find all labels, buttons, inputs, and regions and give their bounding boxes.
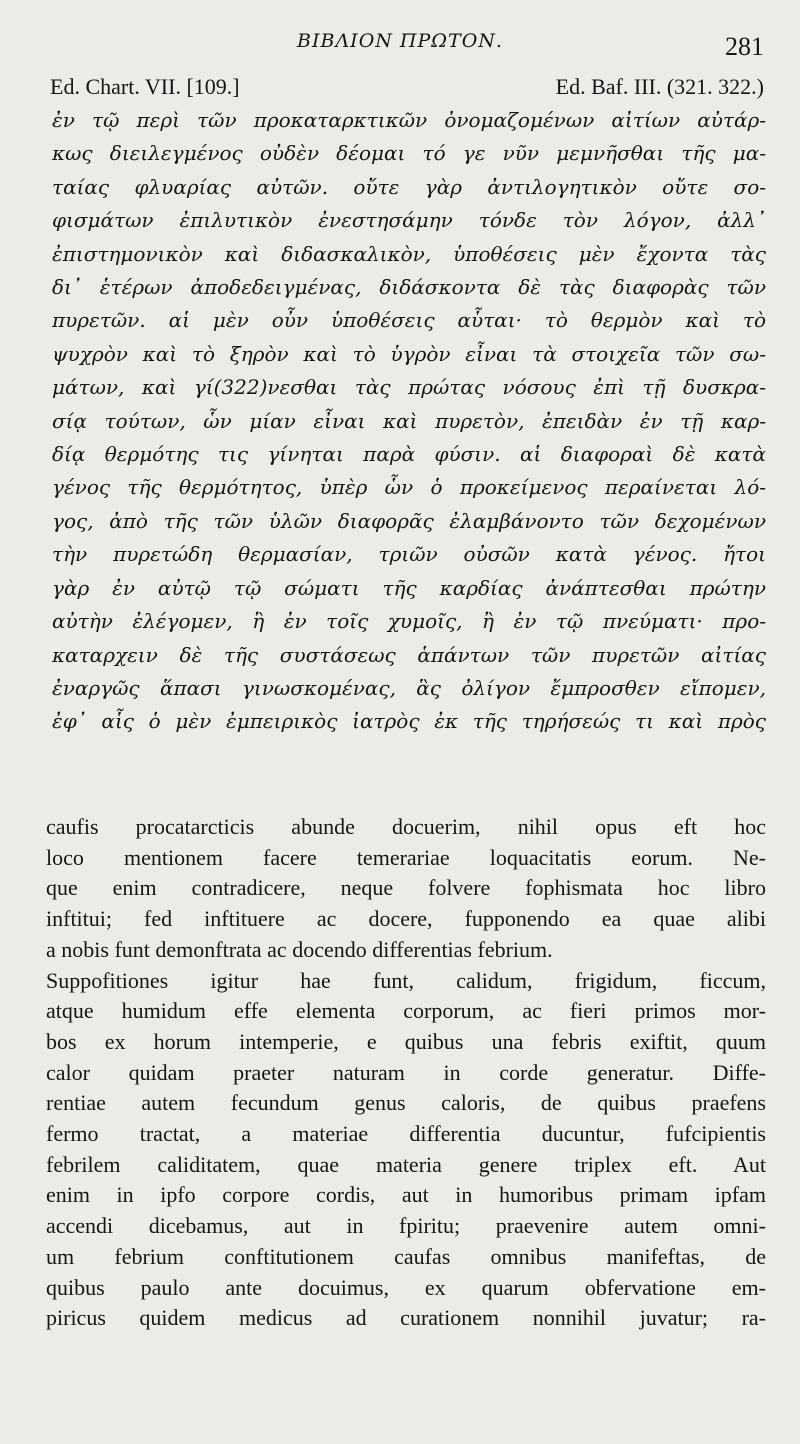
latin-line: quibus paulo ante docuimus, ex quarum obfervatione em- <box>46 1274 766 1300</box>
greek-line: ἐναργῶς ἅπασι γινωσκομένας, ἃς ὀλίγον ἔμπροσθεν εἴπομεν, <box>52 675 766 700</box>
latin-line: loco mentionem facere temerariae loquacitatis eorum. Ne- <box>46 844 766 870</box>
greek-line: ἐπιστημονικὸν καὶ διδασκαλικὸν, ὑποθέσεις μὲν ἔχοντα τὰς <box>52 241 766 266</box>
running-title: ΒΙΒΛΙΟΝ ΠΡΩΤΟΝ. <box>297 30 503 52</box>
latin-line: accendi dicebamus, aut in fpiritu; praevenire autem omni- <box>46 1213 766 1239</box>
greek-line: γὰρ ἐν αὐτῷ τῷ σώματι τῆς καρδίας ἀνάπτεσθαι πρώτην <box>52 575 766 600</box>
greek-line: ψυχρὸν καὶ τὸ ξηρὸν καὶ τὸ ὑγρὸν εἶναι τὰ στοιχεῖα τῶν σω- <box>52 341 766 366</box>
latin-line: Suppofitiones igitur hae funt, calidum, frigidum, ficcum, <box>46 967 766 993</box>
greek-line: αὐτὴν ἐλέγομεν, ἢ ἐν τοῖς χυμοῖς, ἢ ἐν τῷ πνεύματι· προ- <box>52 609 766 634</box>
edition-reference-basel: Ed. Baf. III. (321. 322.) <box>555 74 764 99</box>
edition-reference-chartier: Ed. Chart. VII. [109.] <box>50 74 240 99</box>
latin-line: caufis procatarcticis abunde docuerim, nihil opus eft hoc <box>46 814 766 839</box>
greek-line: σίᾳ τούτων, ὧν μίαν εἶναι καὶ πυρετὸν, ἐπειδὰν ἐν τῇ καρ- <box>52 408 766 433</box>
greek-line: φισμάτων ἐπιλυτικὸν ἐνεστησάμην τόνδε τὸν λόγον, ἀλλ᾽ <box>52 208 766 233</box>
latin-line: fermo tractat, a materiae differentia ducuntur, fufcipientis <box>46 1121 766 1147</box>
latin-line: um febrium conftitutionem caufas omnibus manifeftas, de <box>46 1243 766 1269</box>
greek-line: ἐν τῷ περὶ τῶν προκαταρκτικῶν ὀνομαζομένων αἰτίων αὐτάρ- <box>52 108 766 132</box>
greek-line: δίᾳ θερμότης τις γίνηται παρὰ φύσιν. αἱ διαφοραὶ δὲ κατὰ <box>52 442 766 467</box>
greek-line: ταίας φλυαρίας αὐτῶν. οὔτε γὰρ ἀντιλογητικὸν οὔτε σο- <box>52 174 766 199</box>
latin-line: calor quidam praeter naturam in corde generatur. Diffe- <box>46 1059 766 1085</box>
greek-line: καταρχειν δὲ τῆς συστάσεως ἁπάντων τῶν πυρετῶν αἰτίας <box>52 642 766 667</box>
latin-line: inftitui; fed inftituere ac docere, fupponendo ea quae alibi <box>46 906 766 932</box>
latin-line: que enim contradicere, neque folvere fophismata hoc libro <box>46 875 766 901</box>
latin-line: bos ex horum intemperie, e quibus una febris exiftit, quum <box>46 1028 766 1054</box>
greek-line: γος, ἀπὸ τῆς τῶν ὑλῶν διαφορᾶς ἐλαμβάνοντο τῶν δεχομένων <box>52 508 766 533</box>
greek-line: δι᾽ ἑτέρων ἀποδεδειγμένας, διδάσκοντα δὲ τὰς διαφορὰς τῶν <box>52 275 766 300</box>
greek-line: γένος τῆς θερμότητος, ὑπὲρ ὧν ὁ προκείμενος περαίνεται λό- <box>52 475 766 500</box>
latin-line: rentiae autem fecundum genus caloris, de quibus praefens <box>46 1090 766 1116</box>
latin-line: a nobis funt demonftrata ac docendo differentias febrium. <box>46 936 553 962</box>
greek-line: μάτων, καὶ γί(322)νεσθαι τὰς πρώτας νόσους ἐπὶ τῇ δυσκρα- <box>52 375 766 400</box>
latin-line: atque humidum effe elementa corporum, ac fieri primos mor- <box>46 998 766 1024</box>
greek-line: κως διειλεγμένος οὐδὲν δέομαι τό γε νῦν μεμνῆσθαι τῆς μα- <box>52 141 766 166</box>
greek-line: τὴν πυρετώδη θερμασίαν, τριῶν οὐσῶν κατὰ γένος. ἤτοι <box>52 542 766 567</box>
page-number: 281 <box>725 32 764 61</box>
greek-line: ἐφ᾽ αἷς ὁ μὲν ἐμπειρικὸς ἰατρὸς ἐκ τῆς τηρήσεώς τι καὶ πρὸς <box>52 709 766 734</box>
latin-line: enim in ipfo corpore cordis, aut in humoribus primam ipfam <box>46 1182 766 1208</box>
latin-line: febrilem caliditatem, quae materia genere triplex eft. Aut <box>46 1151 766 1177</box>
latin-text-block <box>46 812 766 1334</box>
edition-reference-line <box>50 74 764 100</box>
greek-text-block <box>52 104 766 739</box>
latin-line: piricus quidem medicus ad curationem nonnihil juvatur; ra- <box>46 1305 766 1331</box>
greek-line: πυρετῶν. αἱ μὲν οὖν ὑποθέσεις αὗται· τὸ θερμὸν καὶ τὸ <box>52 308 766 333</box>
